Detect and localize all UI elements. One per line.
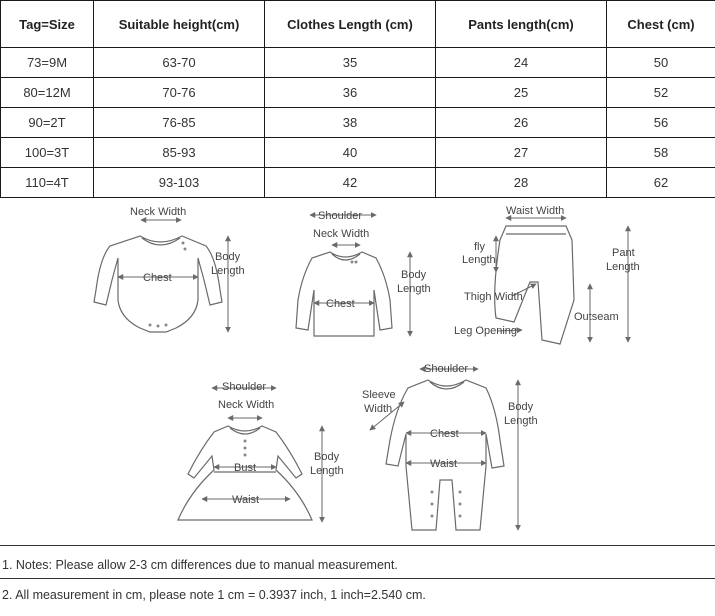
bodysuit-outline [94, 236, 222, 332]
cell-suitable-height: 93-103 [94, 168, 265, 198]
dress-figure [178, 381, 344, 522]
shirt-figure [296, 210, 431, 336]
notes-divider [0, 578, 715, 579]
table-row [1, 108, 715, 138]
pants-thigh-width-label: Thigh Width [464, 291, 523, 303]
measurement-diagram [0, 198, 715, 543]
bodysuit-figure [94, 206, 245, 332]
shirt-body-label: Body [401, 269, 427, 281]
cell-chest: 62 [607, 168, 715, 198]
cell-clothes-length: 40 [265, 138, 436, 168]
header-chest: Chest (cm) [607, 1, 715, 48]
dress-shoulder-label: Shoulder [222, 381, 267, 393]
shirt-neck-width-label: Neck Width [313, 228, 370, 240]
cell-chest: 58 [607, 138, 715, 168]
header-suitable-height: Suitable height(cm) [94, 1, 265, 48]
bodysuit-length-label: Length [211, 265, 245, 277]
header-tag-size: Tag=Size [1, 1, 94, 48]
romper-sleeve-label: Sleeve [362, 389, 396, 401]
shirt-length-label: Length [397, 283, 431, 295]
header-clothes-length: Clothes Length (cm) [265, 1, 436, 48]
pants-outseam-label: Outseam [574, 311, 619, 323]
cell-tag-size: 100=3T [1, 138, 94, 168]
table-row [1, 138, 715, 168]
pants-leg-opening-label: Leg Opening [454, 325, 517, 337]
notes-divider [0, 545, 715, 546]
romper-body-label: Body [508, 401, 534, 413]
cell-suitable-height: 63-70 [94, 48, 265, 78]
cell-chest: 50 [607, 48, 715, 78]
cell-clothes-length: 38 [265, 108, 436, 138]
header-pants-length: Pants length(cm) [436, 1, 607, 48]
shirt-outline [296, 252, 392, 336]
pants-length-label: Length [606, 261, 640, 273]
romper-sleeve-width-label: Width [364, 403, 393, 415]
romper-waist-label: Waist [430, 458, 458, 470]
table-row [1, 78, 715, 108]
dress-length-label: Length [310, 465, 344, 477]
cell-clothes-length: 42 [265, 168, 436, 198]
pants-pant-label: Pant [612, 247, 635, 259]
bodysuit-chest-label: Chest [143, 272, 172, 284]
cell-pants-length: 26 [436, 108, 607, 138]
cell-chest: 52 [607, 78, 715, 108]
cell-pants-length: 28 [436, 168, 607, 198]
cell-clothes-length: 36 [265, 78, 436, 108]
cell-suitable-height: 70-76 [94, 78, 265, 108]
cell-tag-size: 80=12M [1, 78, 94, 108]
shirt-shoulder-label: Shoulder [318, 210, 363, 222]
bodysuit-neck-width-label: Neck Width [130, 206, 187, 218]
table-row [1, 168, 715, 198]
dress-waist-label: Waist [232, 494, 260, 506]
pants-fly-label: fly [474, 241, 485, 253]
romper-length-label: Length [504, 415, 538, 427]
cell-clothes-length: 35 [265, 48, 436, 78]
pants-fly-length-label: Length [462, 254, 496, 266]
cell-chest: 56 [607, 108, 715, 138]
dress-neck-width-label: Neck Width [218, 399, 275, 411]
romper-shoulder-label: Shoulder [424, 363, 469, 375]
note-2: 2. All measurement in cm, please note 1 cm = 0.3937 inch, 1 inch=2.540 cm. [2, 588, 426, 602]
note-1: 1. Notes: Please allow 2-3 cm differences due to manual measurement. [2, 558, 398, 572]
cell-tag-size: 90=2T [1, 108, 94, 138]
size-chart-table [0, 0, 715, 198]
cell-tag-size: 110=4T [1, 168, 94, 198]
pants-figure [454, 205, 640, 344]
cell-pants-length: 24 [436, 48, 607, 78]
cell-pants-length: 25 [436, 78, 607, 108]
cell-pants-length: 27 [436, 138, 607, 168]
bodysuit-body-label: Body [215, 251, 241, 263]
romper-figure [362, 363, 538, 530]
cell-suitable-height: 85-93 [94, 138, 265, 168]
shirt-chest-label: Chest [326, 298, 355, 310]
dress-bust-label: Bust [234, 462, 257, 474]
pants-waist-width-label: Waist Width [506, 205, 565, 217]
dress-body-label: Body [314, 451, 340, 463]
cell-tag-size: 73=9M [1, 48, 94, 78]
romper-chest-label: Chest [430, 428, 459, 440]
cell-suitable-height: 76-85 [94, 108, 265, 138]
table-header-row [1, 1, 715, 48]
table-row [1, 48, 715, 78]
